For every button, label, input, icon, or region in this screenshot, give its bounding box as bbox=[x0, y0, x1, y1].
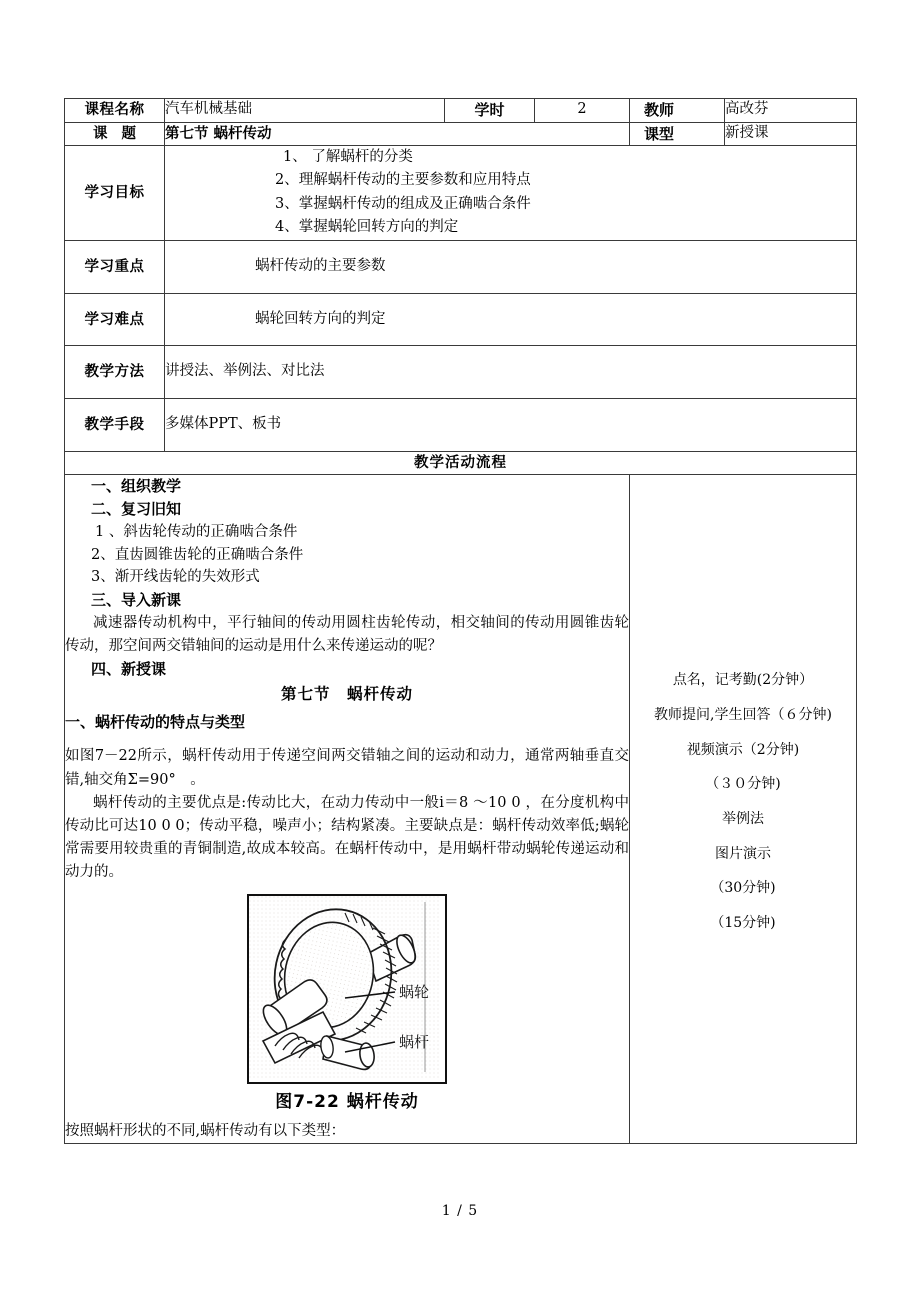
lesson-type-value: 新授课 bbox=[725, 122, 857, 146]
activity-line: （30分钟) bbox=[710, 880, 776, 897]
review-item: 1 、斜齿轮传动的正确啮合条件 bbox=[95, 524, 298, 541]
activity-line: 视频演示（2分钟) bbox=[686, 741, 800, 758]
table-row-method bbox=[65, 346, 857, 399]
section-intro-new: 三、导入新课 bbox=[91, 590, 182, 609]
section-new-lesson: 四、新授课 bbox=[91, 660, 167, 679]
objectives-list bbox=[165, 146, 857, 241]
review-item: 2、直齿圆锥齿轮的正确啮合条件 bbox=[91, 546, 304, 563]
objective-item: 4、掌握蜗轮回转方向的判定 bbox=[275, 219, 459, 236]
intro-paragraph: 减速器传动机构中，平行轴间的传动用圆柱齿轮传动，相交轴间的传动用圆锥齿轮传动，那空间两交错轴间的运动是用什么来传递运动的呢？ bbox=[65, 614, 629, 655]
activity-line: （３０分钟) bbox=[705, 776, 781, 793]
section-organize-teaching: 一、组织教学 bbox=[91, 476, 182, 495]
page-footer: 1 / 5 bbox=[441, 1203, 479, 1219]
hours-label: 学时 bbox=[445, 99, 535, 123]
body-paragraph-2: 蜗杆传动的主要优点是:传动比大，在动力传动中一般i＝8 ～10 0 ，在分度机构中传动比可达10 0 0；传动平稳，噪声小；结构紧凑。主要缺点是：蜗杆传动效率低;蜗轮常需要用较贵重的青铜制造,故成本较高。在蜗杆传动中，是用蜗杆带动蜗轮传递运动和动力的。 bbox=[65, 794, 629, 881]
figure-worm-drive bbox=[65, 894, 629, 1116]
figure-label-wheel-text: 蜗轮 bbox=[399, 983, 430, 1002]
activity-line: 教师提问,学生回答（６分钟) bbox=[654, 706, 832, 723]
flow-header: 教学活动流程 bbox=[65, 451, 857, 474]
activity-line: 举例法 bbox=[722, 810, 764, 827]
objective-item: 2、理解蜗杆传动的主要参数和应用特点 bbox=[275, 172, 531, 189]
difficulty-label: 学习难点 bbox=[65, 293, 165, 346]
table-row-objectives bbox=[65, 146, 857, 241]
hours-value: 2 bbox=[535, 99, 630, 123]
table-row-course-info bbox=[65, 99, 857, 123]
activity-line: 图片演示 bbox=[715, 845, 771, 862]
body-last-line: 按照蜗杆形状的不同,蜗杆传动有以下类型： bbox=[65, 1122, 346, 1139]
table-row-difficulty bbox=[65, 293, 857, 346]
teaching-content-cell bbox=[65, 474, 630, 1143]
figure-image-frame bbox=[247, 894, 447, 1084]
table-row-flow-header bbox=[65, 451, 857, 474]
activity-line: （15分钟) bbox=[710, 914, 776, 931]
teacher-value: 高改芬 bbox=[725, 99, 857, 123]
method-value: 讲授法、举例法、对比法 bbox=[165, 346, 857, 399]
table-row-means bbox=[65, 399, 857, 452]
means-label: 教学手段 bbox=[65, 399, 165, 452]
objective-item: 1、 了解蜗杆的分类 bbox=[283, 149, 413, 165]
key-point-value: 蜗杆传动的主要参数 bbox=[165, 240, 857, 293]
teacher-label: 教师 bbox=[630, 99, 725, 123]
spacer bbox=[65, 736, 629, 745]
table-row-flow-body bbox=[65, 474, 857, 1143]
course-name-value: 汽车机械基础 bbox=[165, 99, 445, 123]
course-name-label: 课程名称 bbox=[65, 99, 165, 123]
objectives-label: 学习目标 bbox=[65, 146, 165, 241]
teaching-activity-sidebar bbox=[630, 474, 857, 1143]
figure-caption: 图7-22 蜗杆传动 bbox=[275, 1092, 419, 1113]
lesson-section-title: 第七节 蜗杆传动 bbox=[280, 684, 413, 704]
difficulty-value: 蜗轮回转方向的判定 bbox=[165, 293, 857, 346]
method-label: 教学方法 bbox=[65, 346, 165, 399]
topic-value: 第七节 蜗杆传动 bbox=[165, 122, 630, 146]
means-value: 多媒体PPT、板书 bbox=[165, 399, 857, 452]
topic-label: 课题 bbox=[65, 122, 165, 146]
objective-item: 3、掌握蜗杆传动的组成及正确啮合条件 bbox=[275, 195, 531, 212]
section-review: 二、复习旧知 bbox=[91, 499, 182, 518]
body-paragraph-1: 如图7－22所示，蜗杆传动用于传递空间两交错轴之间的运动和动力，通常两轴垂直交错,轴交角Σ=90° 。 bbox=[65, 748, 629, 788]
table-row-key-point bbox=[65, 240, 857, 293]
table-row-topic bbox=[65, 122, 857, 146]
activity-line: 点名，记考勤(2分钟） bbox=[672, 672, 814, 689]
lesson-plan-table bbox=[64, 98, 857, 1144]
review-item: 3、渐开线齿轮的失效形式 bbox=[91, 569, 260, 586]
lesson-type-label: 课型 bbox=[630, 122, 725, 146]
figure-label-worm-text: 蜗杆 bbox=[399, 1033, 430, 1052]
worm-drive-illustration bbox=[249, 896, 441, 1078]
key-point-label: 学习重点 bbox=[65, 240, 165, 293]
subsection-title: 一、蜗杆传动的特点与类型 bbox=[65, 712, 246, 731]
